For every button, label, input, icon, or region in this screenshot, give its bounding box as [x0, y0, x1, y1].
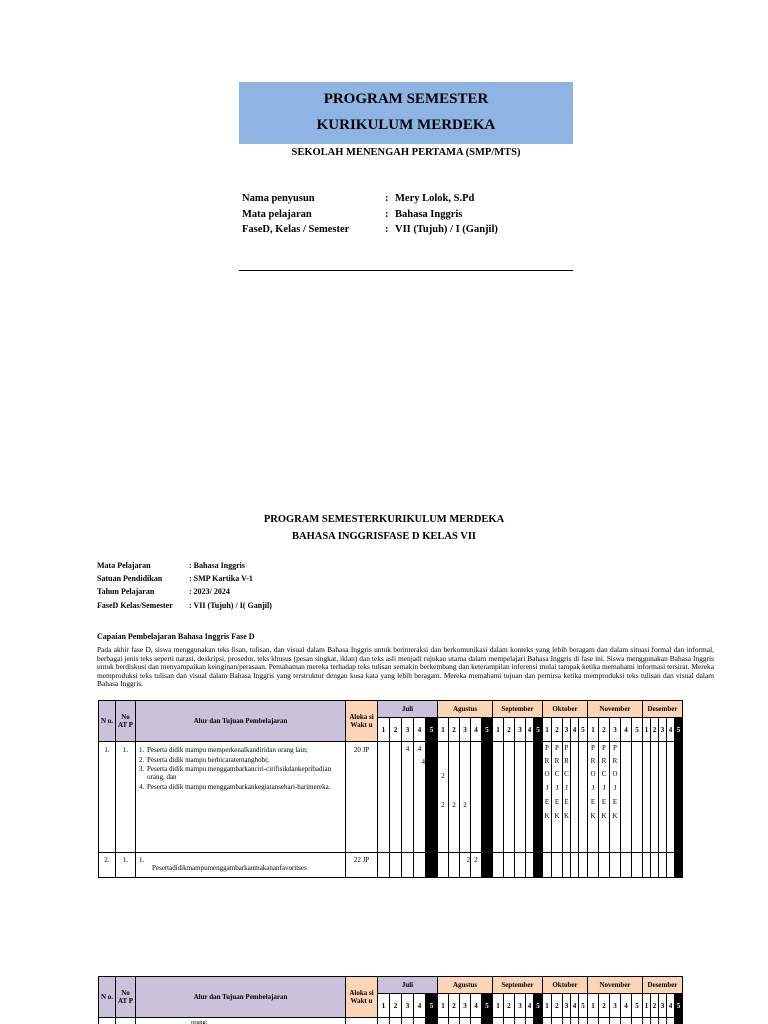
col-alokasi: Aloka si Wakt u [346, 701, 378, 742]
col-alur: Alur dan Tujuan Pembelajaran [136, 701, 346, 742]
week-header: 5 [579, 718, 588, 742]
week-header: 2 [449, 994, 460, 1018]
col-no: N o. [99, 701, 116, 742]
week-header: 3 [659, 994, 667, 1018]
schedule-table-continued [98, 976, 683, 1024]
atp-item-number: 1. [139, 856, 145, 864]
week-header: 3 [515, 718, 526, 742]
week-cell-value: 2 [466, 856, 470, 864]
week-header: 3 [659, 718, 667, 742]
week-header: 3 [610, 718, 621, 742]
week-header: 3 [610, 994, 621, 1018]
week-header: 1 [493, 994, 504, 1018]
week-cell-value: 2 [452, 801, 456, 809]
cover-info-value: VII (Tujuh) / I (Ganjil) [395, 224, 498, 235]
program-title-line1: PROGRAM SEMESTERKURIKULUM MERDEKA [263, 514, 505, 525]
week-header: 3 [460, 718, 471, 742]
week-cell-value: 4 [421, 758, 425, 766]
table-row [99, 1018, 683, 1024]
program-info-value: : VII (Tujuh) / I( Ganjil) [189, 600, 272, 610]
cover-info-label: Nama penyusun [242, 193, 315, 204]
month-agustus: Agustus [438, 701, 493, 718]
week-header: 5 [675, 994, 683, 1018]
week-header: 2 [651, 994, 659, 1018]
week-cell-value: 4 [405, 745, 410, 753]
week-header: 2 [504, 718, 515, 742]
cover-info-colon: : [385, 208, 389, 220]
week-header: 3 [515, 994, 526, 1018]
cover-info-colon: : [385, 224, 389, 235]
week-header: 2 [449, 718, 460, 742]
cover-title-line1: PROGRAM SEMESTER [323, 91, 489, 107]
month-november: November [588, 977, 643, 994]
cover-info-value: Mery Lolok, S.Pd [395, 193, 475, 204]
week-header: 5 [632, 994, 643, 1018]
col-no: N o. [99, 977, 116, 1018]
week-header: 1 [543, 994, 552, 1018]
cover-info-label: FaseD, Kelas / Semester [242, 224, 350, 235]
table-row [99, 853, 683, 878]
week-header: 5 [482, 994, 493, 1018]
week-header: 2 [599, 994, 610, 1018]
week-cell-value: 2 [463, 801, 467, 809]
week-header: 5 [579, 994, 588, 1018]
week-header: 4 [571, 994, 579, 1018]
row-atp: 1. [116, 742, 136, 853]
week-header: 5 [534, 994, 543, 1018]
week-header: 2 [504, 994, 515, 1018]
program-info-label: Satuan Pendidikan [97, 574, 163, 584]
week-header: 2 [390, 718, 402, 742]
week-header: 2 [651, 718, 659, 742]
week-header: 4 [414, 994, 426, 1018]
row-no: 1. [99, 742, 116, 853]
week-header: 5 [675, 718, 683, 742]
week-header: 4 [621, 994, 632, 1018]
week-header: 5 [632, 718, 643, 742]
cover-info-colon: : [385, 193, 389, 204]
week-header: 1 [493, 718, 504, 742]
week-header: 3 [563, 994, 571, 1018]
week-header: 4 [667, 994, 675, 1018]
cp-heading: Capaian Pembelajaran Bahasa Inggris Fase D [97, 632, 255, 641]
week-header: 1 [438, 718, 449, 742]
week-header: 5 [534, 718, 543, 742]
week-header: 1 [378, 994, 390, 1018]
week-header: 4 [526, 994, 534, 1018]
row-alokasi: 22 JP [346, 853, 378, 878]
week-header: 2 [599, 718, 610, 742]
month-juli: Juli [378, 701, 438, 718]
month-juli: Juli [378, 977, 438, 994]
month-desember: Desember [643, 701, 683, 718]
week-header: 1 [643, 718, 651, 742]
month-agustus: Agustus [438, 977, 493, 994]
program-info-value: : SMP Kartika V-1 [189, 574, 253, 584]
week-header: 5 [426, 718, 438, 742]
week-header: 5 [426, 994, 438, 1018]
cp-paragraph: Pada akhir fase D, siswa menggunakan teks lisan, tulisan, dan visual dalam Bahasa Inggris untuk berinteraksi dan berkomunikasi dalam konteks yang lebih beragam dan dalam situasi formal dan informal, berbagai jenis teks seperti narasi, deskripsi, prosedur, teks khusus (pesan singkat, iklan) dan teks asli menjadi rujukan utama dalam mempelajari Bahasa Inggris di fase ini. Siswa menggunakan Bahasa Inggris untuk berdiskusi dan menyampaikan keinginan/perasaan. Pemahaman mereka terhadap teks tulisan semakin berkembang dan keterampilan inferensi mulai tampak ketika memahami informasi tersirat. Mereka memproduksi teks tulisan dan visual dalam Bahasa Inggris yang terstruktur dengan kosa kata yang lebih beragam. Mereka memahami tujuan dan pemirsa ketika memproduksi teks tulisan dan visual dalam Bahasa Inggris. [97, 645, 714, 689]
week-cell-value: 2 [441, 801, 445, 809]
week-header: 4 [414, 718, 426, 742]
cover-school: SEKOLAH MENENGAH PERTAMA (SMP/MTS) [291, 147, 521, 158]
week-header: 3 [460, 994, 471, 1018]
atp-item: 1. Peserta didik mampu memperkenalkandiridan orang lain; [139, 746, 308, 754]
program-title-line2: BAHASA INGGRISFASE D KELAS VII [292, 531, 476, 542]
week-cell-value: 2 [474, 856, 478, 864]
month-november: November [588, 701, 643, 718]
week-header: 1 [643, 994, 651, 1018]
week-header: 1 [543, 718, 552, 742]
week-header: 3 [563, 718, 571, 742]
month-oktober: Oktober [543, 977, 588, 994]
table-row: 1. 1. 1. Peserta didik mampu memperkenalkandiridan orang lain; 2. Peserta didik mampu berbicaratentanghobi; 3. Peserta didik mampu menggambarkanciri-cirifisikdankepribadian orang, dan 4. Peserta didik mampu menggambarkankegiatansehari-harimereka. 20 JP 4 4 4 2 2 2 2 P R O J E K P R C J E K P R C J E K P R O J E K P R C J E K P R O J E K [99, 742, 683, 853]
atp-item-text: Pesertadidikmampumenggambarkanmakananfavoritses [152, 864, 307, 872]
week-header: 2 [552, 994, 563, 1018]
week-cell-value: 2 [441, 772, 445, 780]
program-info-value: : 2023/ 2024 [189, 587, 230, 597]
month-oktober: Oktober [543, 701, 588, 718]
program-info-label: Mata Pelajaran [97, 561, 151, 570]
week-header: 4 [471, 718, 482, 742]
week-header: 1 [588, 718, 599, 742]
program-info-value: : Bahasa Inggris [189, 561, 246, 570]
week-header: 1 [438, 994, 449, 1018]
row-alur [136, 853, 346, 878]
col-no-atp: No AT P [116, 701, 136, 742]
week-header: 3 [402, 994, 414, 1018]
week-header: 5 [482, 718, 493, 742]
atp-item: 4. Peserta didik mampu menggambarkankegiatansehari-harimereka. [139, 782, 331, 791]
week-cell-value: 4 [417, 745, 422, 753]
schedule-table [98, 700, 683, 878]
atp-item-text: orang; [191, 1019, 208, 1024]
week-header: 1 [378, 718, 390, 742]
week-header: 4 [571, 718, 579, 742]
month-september: September [493, 701, 543, 718]
cover-title-banner [239, 82, 573, 144]
week-header: 3 [402, 718, 414, 742]
row-no: 2. [99, 853, 116, 878]
cover-info-label: Mata pelajaran [242, 208, 312, 220]
week-header: 4 [526, 718, 534, 742]
cover-info-value: Bahasa Inggris [395, 208, 463, 220]
atp-item: 3. Peserta didik mampu menggambarkanciri-cirifisikdankepribadian orang, dan [139, 765, 332, 781]
month-september: September [493, 977, 543, 994]
week-header: 1 [588, 994, 599, 1018]
program-info-label: Tahun Pelajaran [97, 587, 155, 597]
row-atp: 1. [116, 853, 136, 878]
col-alur: Alur dan Tujuan Pembelajaran [136, 977, 346, 1018]
cover-title-line2: KURIKULUM MERDEKA [316, 117, 496, 133]
row-alokasi: 20 JP [346, 742, 378, 853]
week-header: 4 [471, 994, 482, 1018]
cover-divider [239, 270, 573, 271]
month-desember: Desember [643, 977, 683, 994]
col-alokasi: Aloka si Wakt u [346, 977, 378, 1018]
week-header: 4 [667, 718, 675, 742]
row-alur [136, 742, 346, 853]
week-header: 2 [552, 718, 563, 742]
week-header: 4 [621, 718, 632, 742]
col-no-atp: No AT P [116, 977, 136, 1018]
atp-item: 2. Peserta didik mampu berbicaratentanghobi; [139, 755, 269, 764]
program-info-label: FaseD Kelas/Semester [97, 600, 173, 610]
week-header: 2 [390, 994, 402, 1018]
